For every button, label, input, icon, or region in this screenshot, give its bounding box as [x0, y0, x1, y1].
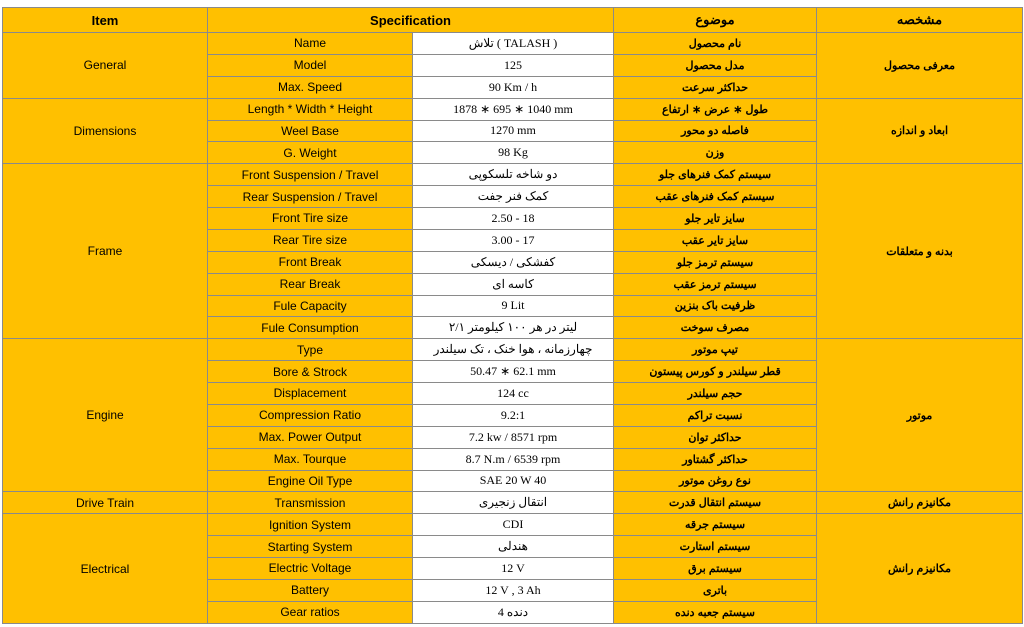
spec-name: Gear ratios — [208, 601, 413, 623]
spec-name: Battery — [208, 579, 413, 601]
spec-name: Length * Width * Height — [208, 98, 413, 120]
spec-name: Max. Power Output — [208, 426, 413, 448]
spec-name-fa: سیستم استارت — [614, 536, 817, 558]
spec-name: Fule Consumption — [208, 317, 413, 339]
spec-name: Front Break — [208, 251, 413, 273]
spec-name: Front Tire size — [208, 208, 413, 230]
spec-name-fa: سایز تایر جلو — [614, 208, 817, 230]
spec-value: 125 — [413, 54, 614, 76]
table-row — [3, 492, 1023, 514]
spec-name-fa: سیستم کمک فنرهای عقب — [614, 186, 817, 208]
spec-value: 9.2:1 — [413, 404, 614, 426]
group-label: Dimensions — [3, 98, 208, 164]
spec-value: هندلی — [413, 536, 614, 558]
group-label: Engine — [3, 339, 208, 492]
spec-value: 3.00 - 17 — [413, 229, 614, 251]
group-label: Electrical — [3, 514, 208, 624]
spec-value: کفشکی / دیسکی — [413, 251, 614, 273]
spec-name: Rear Break — [208, 273, 413, 295]
table-header-row — [3, 8, 1023, 33]
spec-name-fa: نوع روغن موتور — [614, 470, 817, 492]
table-row — [3, 339, 1023, 361]
spec-value: ۲/۱ لیتر در هر ۱۰۰ کیلومتر — [413, 317, 614, 339]
group-label-fa: مکانیزم رانش — [817, 514, 1023, 624]
spec-name: Rear Tire size — [208, 229, 413, 251]
table-row — [3, 164, 1023, 186]
spec-name: Compression Ratio — [208, 404, 413, 426]
group-label-fa: موتور — [817, 339, 1023, 492]
spec-value: 98 Kg — [413, 142, 614, 164]
spec-name: Max. Tourque — [208, 448, 413, 470]
spec-value: CDI — [413, 514, 614, 536]
spec-value: 12 V — [413, 558, 614, 580]
table-row — [3, 33, 1023, 55]
group-label: Frame — [3, 164, 208, 339]
specification-table — [2, 7, 1023, 624]
spec-name: Weel Base — [208, 120, 413, 142]
spec-value: دو شاخه تلسکوپی — [413, 164, 614, 186]
spec-name-fa: سیستم کمک فنرهای جلو — [614, 164, 817, 186]
spec-value: 7.2 kw / 8571 rpm — [413, 426, 614, 448]
spec-name: Starting System — [208, 536, 413, 558]
spec-value: کمک فنر جفت — [413, 186, 614, 208]
spec-name-fa: نام محصول — [614, 33, 817, 55]
spec-value: 4 دنده — [413, 601, 614, 623]
spec-value: انتقال زنجیری — [413, 492, 614, 514]
spec-name-fa: فاصله دو محور — [614, 120, 817, 142]
spec-value: کاسه ای — [413, 273, 614, 295]
spec-name-fa: باتری — [614, 579, 817, 601]
spec-name: Ignition System — [208, 514, 413, 536]
spec-name-fa: حداکثر سرعت — [614, 76, 817, 98]
spec-name-fa: حداکثر گشتاور — [614, 448, 817, 470]
group-label-fa: بدنه و متعلقات — [817, 164, 1023, 339]
spec-name-fa: حداکثر توان — [614, 426, 817, 448]
header-specification: Specification — [208, 8, 614, 33]
spec-name-fa: سیستم برق — [614, 558, 817, 580]
spec-value: تلاش ( TALASH ) — [413, 33, 614, 55]
spec-value: 2.50 - 18 — [413, 208, 614, 230]
group-label-fa: ابعاد و اندازه — [817, 98, 1023, 164]
spec-name: Transmission — [208, 492, 413, 514]
spec-name: Displacement — [208, 383, 413, 405]
spec-name: Name — [208, 33, 413, 55]
spec-value: SAE 20 W 40 — [413, 470, 614, 492]
spec-name-fa: سیستم ترمز عقب — [614, 273, 817, 295]
spec-name-fa: ظرفیت باک بنزین — [614, 295, 817, 317]
spec-name: Rear Suspension / Travel — [208, 186, 413, 208]
header-feature-fa: مشخصه — [817, 8, 1023, 33]
spec-name: Fule Capacity — [208, 295, 413, 317]
spec-name-fa: حجم سیلندر — [614, 383, 817, 405]
spec-value: 1878 ∗ 695 ∗ 1040 mm — [413, 98, 614, 120]
spec-value: 1270 mm — [413, 120, 614, 142]
group-label-fa: معرفی محصول — [817, 33, 1023, 99]
header-topic-fa: موضوع — [614, 8, 817, 33]
spec-name: Max. Speed — [208, 76, 413, 98]
spec-value: 50.47 ∗ 62.1 mm — [413, 361, 614, 383]
group-label-fa: مکانیزم رانش — [817, 492, 1023, 514]
spec-name: Engine Oil Type — [208, 470, 413, 492]
spec-name: Front Suspension / Travel — [208, 164, 413, 186]
spec-name: Bore & Strock — [208, 361, 413, 383]
spec-name-fa: طول ∗ عرض ∗ ارتفاع — [614, 98, 817, 120]
spec-name-fa: سیستم انتقال قدرت — [614, 492, 817, 514]
spec-name-fa: تیپ موتور — [614, 339, 817, 361]
group-label: General — [3, 33, 208, 99]
spec-name-fa: نسبت تراکم — [614, 404, 817, 426]
table-row — [3, 98, 1023, 120]
spec-value: 8.7 N.m / 6539 rpm — [413, 448, 614, 470]
spec-name-fa: سایز تایر عقب — [614, 229, 817, 251]
spec-name: Model — [208, 54, 413, 76]
spec-name-fa: وزن — [614, 142, 817, 164]
spec-name-fa: سیستم جعبه دنده — [614, 601, 817, 623]
header-item: Item — [3, 8, 208, 33]
spec-value: 12 V , 3 Ah — [413, 579, 614, 601]
spec-name-fa: سیستم جرقه — [614, 514, 817, 536]
group-label: Drive Train — [3, 492, 208, 514]
table-row — [3, 514, 1023, 536]
spec-name: Electric Voltage — [208, 558, 413, 580]
spec-name-fa: سیستم ترمز جلو — [614, 251, 817, 273]
spec-name-fa: مصرف سوخت — [614, 317, 817, 339]
spec-name-fa: قطر سیلندر و کورس پیستون — [614, 361, 817, 383]
spec-name-fa: مدل محصول — [614, 54, 817, 76]
spec-value: 124 cc — [413, 383, 614, 405]
spec-value: چهارزمانه ، هوا خنک ، تک سیلندر — [413, 339, 614, 361]
spec-name: G. Weight — [208, 142, 413, 164]
spec-value: 90 Km / h — [413, 76, 614, 98]
spec-value: 9 Lit — [413, 295, 614, 317]
table-body — [3, 33, 1023, 624]
spec-name: Type — [208, 339, 413, 361]
